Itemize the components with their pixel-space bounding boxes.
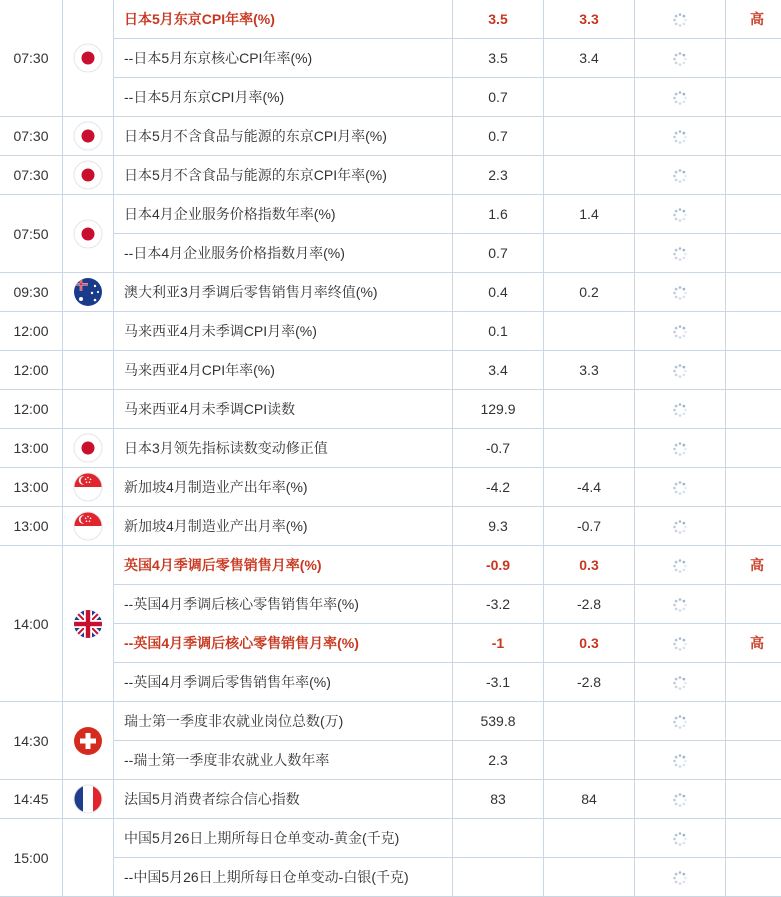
event-name[interactable]: 瑞士第一季度非农就业岗位总数(万) xyxy=(114,702,453,741)
importance-label xyxy=(726,390,781,429)
japan-flag-icon xyxy=(63,429,114,468)
forecast-value xyxy=(544,156,635,195)
forecast-value: 3.3 xyxy=(544,0,635,39)
previous-value: 0.7 xyxy=(453,234,544,273)
loading-spinner-icon xyxy=(672,792,688,808)
calendar-row xyxy=(0,468,781,507)
event-name[interactable]: 日本3月领先指标读数变动修正值 xyxy=(114,429,453,468)
actual-value-cell xyxy=(635,468,726,507)
event-name[interactable]: 英国4月季调后零售销售月率(%) xyxy=(114,546,453,585)
actual-value-cell xyxy=(635,156,726,195)
importance-label xyxy=(726,507,781,546)
event-name[interactable]: 日本5月不含食品与能源的东京CPI年率(%) xyxy=(114,156,453,195)
flag-cell xyxy=(63,819,114,897)
event-name[interactable]: 法国5月消费者综合信心指数 xyxy=(114,780,453,819)
calendar-row xyxy=(0,195,781,234)
forecast-value: -2.8 xyxy=(544,585,635,624)
event-name[interactable]: --日本4月企业服务价格指数月率(%) xyxy=(114,234,453,273)
importance-label: 高 xyxy=(726,624,781,663)
event-time: 13:00 xyxy=(0,507,63,546)
japan-flag-icon xyxy=(63,195,114,273)
loading-spinner-icon xyxy=(672,714,688,730)
actual-value-cell xyxy=(635,624,726,663)
flag-cell xyxy=(63,312,114,351)
calendar-row xyxy=(0,273,781,312)
forecast-value: -0.7 xyxy=(544,507,635,546)
calendar-row xyxy=(0,390,781,429)
forecast-value xyxy=(544,819,635,858)
loading-spinner-icon xyxy=(672,597,688,613)
singapore-flag-icon xyxy=(63,507,114,546)
event-name[interactable]: --英国4月季调后核心零售销售年率(%) xyxy=(114,585,453,624)
previous-value: 3.4 xyxy=(453,351,544,390)
calendar-row xyxy=(0,585,781,624)
event-name[interactable]: 日本5月不含食品与能源的东京CPI月率(%) xyxy=(114,117,453,156)
importance-label xyxy=(726,702,781,741)
calendar-row xyxy=(0,0,781,39)
importance-label xyxy=(726,429,781,468)
actual-value-cell xyxy=(635,234,726,273)
event-name[interactable]: 澳大利亚3月季调后零售销售月率终值(%) xyxy=(114,273,453,312)
previous-value: -1 xyxy=(453,624,544,663)
previous-value xyxy=(453,858,544,897)
actual-value-cell xyxy=(635,663,726,702)
forecast-value: 3.4 xyxy=(544,39,635,78)
importance-label xyxy=(726,858,781,897)
importance-label xyxy=(726,312,781,351)
forecast-value xyxy=(544,390,635,429)
loading-spinner-icon xyxy=(672,558,688,574)
event-name[interactable]: --日本5月东京核心CPI年率(%) xyxy=(114,39,453,78)
forecast-value: 3.3 xyxy=(544,351,635,390)
previous-value: 0.1 xyxy=(453,312,544,351)
actual-value-cell xyxy=(635,273,726,312)
loading-spinner-icon xyxy=(672,12,688,28)
actual-value-cell xyxy=(635,546,726,585)
loading-spinner-icon xyxy=(672,129,688,145)
calendar-row xyxy=(0,351,781,390)
event-time: 07:30 xyxy=(0,0,63,117)
previous-value: -3.2 xyxy=(453,585,544,624)
calendar-row xyxy=(0,78,781,117)
loading-spinner-icon xyxy=(672,168,688,184)
calendar-row xyxy=(0,819,781,858)
event-name[interactable]: 马来西亚4月未季调CPI月率(%) xyxy=(114,312,453,351)
flag-cell xyxy=(63,351,114,390)
actual-value-cell xyxy=(635,819,726,858)
calendar-row xyxy=(0,663,781,702)
calendar-row xyxy=(0,741,781,780)
previous-value xyxy=(453,819,544,858)
actual-value-cell xyxy=(635,0,726,39)
importance-label xyxy=(726,39,781,78)
forecast-value xyxy=(544,117,635,156)
event-name[interactable]: 马来西亚4月CPI年率(%) xyxy=(114,351,453,390)
event-time: 12:00 xyxy=(0,351,63,390)
loading-spinner-icon xyxy=(672,636,688,652)
importance-label xyxy=(726,663,781,702)
importance-label xyxy=(726,819,781,858)
forecast-value xyxy=(544,429,635,468)
loading-spinner-icon xyxy=(672,753,688,769)
flag-cell xyxy=(63,390,114,429)
loading-spinner-icon xyxy=(672,285,688,301)
event-time: 13:00 xyxy=(0,429,63,468)
actual-value-cell xyxy=(635,312,726,351)
event-time: 09:30 xyxy=(0,273,63,312)
calendar-row xyxy=(0,702,781,741)
uk-flag-icon xyxy=(63,546,114,702)
france-flag-icon xyxy=(63,780,114,819)
japan-flag-icon xyxy=(63,117,114,156)
event-time: 15:00 xyxy=(0,819,63,897)
previous-value: -4.2 xyxy=(453,468,544,507)
actual-value-cell xyxy=(635,195,726,234)
loading-spinner-icon xyxy=(672,90,688,106)
calendar-row xyxy=(0,546,781,585)
calendar-row xyxy=(0,624,781,663)
importance-label xyxy=(726,273,781,312)
importance-label xyxy=(726,234,781,273)
calendar-row xyxy=(0,117,781,156)
actual-value-cell xyxy=(635,585,726,624)
event-time: 07:30 xyxy=(0,117,63,156)
forecast-value: 0.3 xyxy=(544,624,635,663)
previous-value: 129.9 xyxy=(453,390,544,429)
calendar-row xyxy=(0,234,781,273)
calendar-row xyxy=(0,312,781,351)
event-name[interactable]: 马来西亚4月未季调CPI读数 xyxy=(114,390,453,429)
actual-value-cell xyxy=(635,741,726,780)
singapore-flag-icon xyxy=(63,468,114,507)
forecast-value xyxy=(544,741,635,780)
forecast-value: -2.8 xyxy=(544,663,635,702)
actual-value-cell xyxy=(635,507,726,546)
importance-label xyxy=(726,195,781,234)
switzerland-flag-icon xyxy=(63,702,114,780)
forecast-value: 1.4 xyxy=(544,195,635,234)
loading-spinner-icon xyxy=(672,480,688,496)
forecast-value xyxy=(544,312,635,351)
loading-spinner-icon xyxy=(672,675,688,691)
forecast-value xyxy=(544,702,635,741)
importance-label: 高 xyxy=(726,0,781,39)
forecast-value xyxy=(544,858,635,897)
event-name[interactable]: --瑞士第一季度非农就业人数年率 xyxy=(114,741,453,780)
event-time: 14:45 xyxy=(0,780,63,819)
event-name[interactable]: 中国5月26日上期所每日仓单变动-黄金(千克) xyxy=(114,819,453,858)
previous-value: 539.8 xyxy=(453,702,544,741)
importance-label xyxy=(726,780,781,819)
actual-value-cell xyxy=(635,702,726,741)
event-name[interactable]: 新加坡4月制造业产出年率(%) xyxy=(114,468,453,507)
calendar-row xyxy=(0,507,781,546)
actual-value-cell xyxy=(635,429,726,468)
actual-value-cell xyxy=(635,858,726,897)
actual-value-cell xyxy=(635,780,726,819)
previous-value: 0.7 xyxy=(453,117,544,156)
event-name[interactable]: 新加坡4月制造业产出月率(%) xyxy=(114,507,453,546)
event-name[interactable]: --英国4月季调后核心零售销售月率(%) xyxy=(114,624,453,663)
previous-value: 2.3 xyxy=(453,741,544,780)
previous-value: 1.6 xyxy=(453,195,544,234)
importance-label xyxy=(726,351,781,390)
forecast-value xyxy=(544,78,635,117)
event-name[interactable]: --日本5月东京CPI月率(%) xyxy=(114,78,453,117)
previous-value: -0.7 xyxy=(453,429,544,468)
loading-spinner-icon xyxy=(672,363,688,379)
forecast-value: -4.4 xyxy=(544,468,635,507)
previous-value: -3.1 xyxy=(453,663,544,702)
previous-value: 2.3 xyxy=(453,156,544,195)
actual-value-cell xyxy=(635,39,726,78)
calendar-row xyxy=(0,39,781,78)
loading-spinner-icon xyxy=(672,519,688,535)
importance-label xyxy=(726,741,781,780)
australia-flag-icon xyxy=(63,273,114,312)
previous-value: 9.3 xyxy=(453,507,544,546)
forecast-value xyxy=(544,234,635,273)
importance-label xyxy=(726,156,781,195)
previous-value: 3.5 xyxy=(453,0,544,39)
loading-spinner-icon xyxy=(672,441,688,457)
loading-spinner-icon xyxy=(672,246,688,262)
importance-label xyxy=(726,78,781,117)
importance-label xyxy=(726,585,781,624)
loading-spinner-icon xyxy=(672,870,688,886)
previous-value: 3.5 xyxy=(453,39,544,78)
event-name[interactable]: 日本4月企业服务价格指数年率(%) xyxy=(114,195,453,234)
japan-flag-icon xyxy=(63,0,114,117)
loading-spinner-icon xyxy=(672,207,688,223)
event-time: 12:00 xyxy=(0,390,63,429)
loading-spinner-icon xyxy=(672,402,688,418)
calendar-row xyxy=(0,429,781,468)
event-name[interactable]: --中国5月26日上期所每日仓单变动-白银(千克) xyxy=(114,858,453,897)
calendar-row xyxy=(0,156,781,195)
importance-label xyxy=(726,468,781,507)
loading-spinner-icon xyxy=(672,831,688,847)
previous-value: 0.4 xyxy=(453,273,544,312)
loading-spinner-icon xyxy=(672,324,688,340)
previous-value: 83 xyxy=(453,780,544,819)
actual-value-cell xyxy=(635,117,726,156)
actual-value-cell xyxy=(635,78,726,117)
previous-value: 0.7 xyxy=(453,78,544,117)
event-name[interactable]: --英国4月季调后零售销售年率(%) xyxy=(114,663,453,702)
japan-flag-icon xyxy=(63,156,114,195)
actual-value-cell xyxy=(635,351,726,390)
event-name[interactable]: 日本5月东京CPI年率(%) xyxy=(114,0,453,39)
importance-label xyxy=(726,117,781,156)
calendar-row xyxy=(0,780,781,819)
event-time: 07:30 xyxy=(0,156,63,195)
event-time: 14:30 xyxy=(0,702,63,780)
event-time: 14:00 xyxy=(0,546,63,702)
importance-label: 高 xyxy=(726,546,781,585)
previous-value: -0.9 xyxy=(453,546,544,585)
forecast-value: 0.2 xyxy=(544,273,635,312)
forecast-value: 0.3 xyxy=(544,546,635,585)
loading-spinner-icon xyxy=(672,51,688,67)
event-time: 13:00 xyxy=(0,468,63,507)
forecast-value: 84 xyxy=(544,780,635,819)
event-time: 07:50 xyxy=(0,195,63,273)
actual-value-cell xyxy=(635,390,726,429)
calendar-row xyxy=(0,858,781,897)
event-time: 12:00 xyxy=(0,312,63,351)
